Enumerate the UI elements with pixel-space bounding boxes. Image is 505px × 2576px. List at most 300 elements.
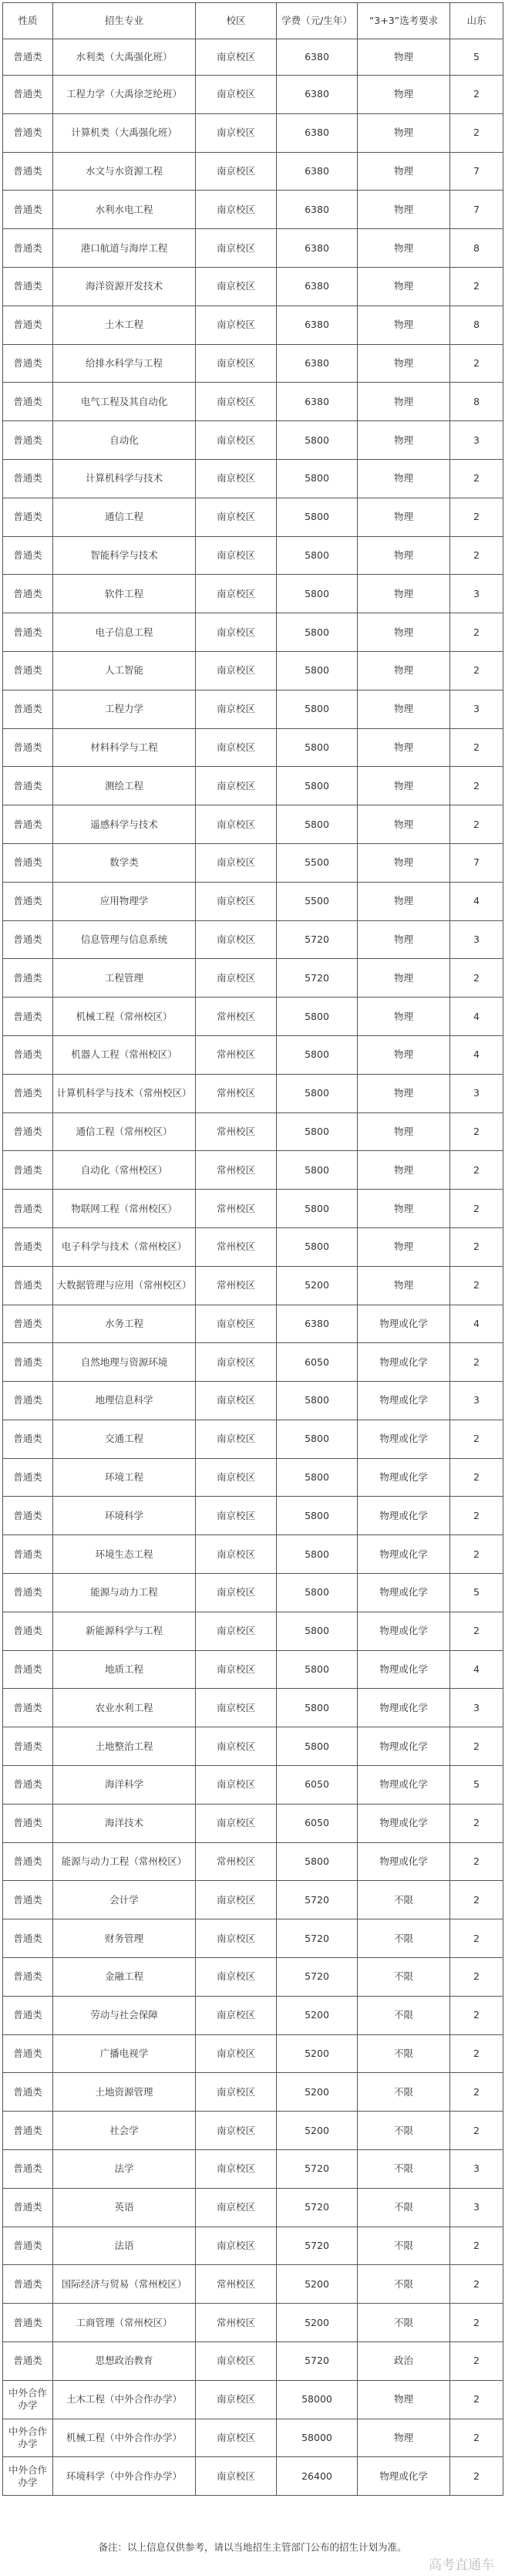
table-row [3, 1958, 503, 1997]
cell-requirement: 物理 [358, 1112, 450, 1151]
cell-campus: 常州校区 [196, 2304, 277, 2342]
cell-campus: 南京校区 [196, 1727, 277, 1766]
cell-requirement: 物理或化学 [358, 1420, 450, 1458]
cell-quota: 2 [450, 2419, 503, 2457]
cell-requirement: 不限 [358, 1996, 450, 2034]
cell-nature: 普通类 [3, 1842, 53, 1881]
cell-quota: 2 [450, 767, 503, 805]
cell-major: 海洋资源开发技术 [53, 267, 196, 306]
cell-tuition: 5800 [277, 1420, 358, 1458]
cell-requirement: 物理或化学 [358, 1766, 450, 1805]
table-row [3, 498, 503, 536]
cell-major: 土地资源管理 [53, 2073, 196, 2112]
cell-tuition: 5800 [277, 1035, 358, 1074]
cell-tuition: 5800 [277, 1842, 358, 1881]
table-row [3, 2380, 503, 2419]
table-row [3, 1420, 503, 1458]
cell-major: 环境生态工程 [53, 1535, 196, 1574]
cell-tuition: 5200 [277, 1996, 358, 2034]
cell-nature: 普通类 [3, 1497, 53, 1535]
cell-requirement: 物理 [358, 767, 450, 805]
cell-major: 软件工程 [53, 575, 196, 613]
cell-campus: 南京校区 [196, 2380, 277, 2419]
cell-quota: 2 [450, 1804, 503, 1842]
cell-requirement: 不限 [358, 2034, 450, 2073]
cell-tuition: 5720 [277, 959, 358, 998]
cell-campus: 南京校区 [196, 267, 277, 306]
cell-nature: 普通类 [3, 267, 53, 306]
cell-major: 工程力学（大禹徐芝纶班） [53, 76, 196, 114]
cell-nature: 普通类 [3, 1919, 53, 1958]
cell-tuition: 5800 [277, 1151, 358, 1190]
cell-campus: 常州校区 [196, 1842, 277, 1881]
cell-quota: 2 [450, 1420, 503, 1458]
cell-major: 智能科学与技术 [53, 536, 196, 575]
cell-requirement: 物理 [358, 536, 450, 575]
cell-requirement: 物理 [358, 998, 450, 1036]
cell-major: 大数据管理与应用（常州校区） [53, 1266, 196, 1305]
cell-nature: 普通类 [3, 920, 53, 959]
cell-major: 环境科学 [53, 1497, 196, 1535]
cell-nature: 普通类 [3, 651, 53, 690]
table-row [3, 998, 503, 1036]
table-row [3, 421, 503, 460]
cell-requirement: 物理 [358, 1074, 450, 1112]
cell-campus: 南京校区 [196, 2227, 277, 2265]
cell-campus: 南京校区 [196, 843, 277, 882]
cell-quota: 2 [450, 1227, 503, 1266]
cell-quota: 2 [450, 651, 503, 690]
cell-campus: 南京校区 [196, 421, 277, 460]
cell-tuition: 5500 [277, 843, 358, 882]
cell-requirement: 物理 [358, 39, 450, 76]
cell-major: 社会学 [53, 2112, 196, 2150]
cell-major: 能源与动力工程 [53, 1574, 196, 1612]
cell-nature: 普通类 [3, 1035, 53, 1074]
cell-campus: 南京校区 [196, 920, 277, 959]
cell-requirement: 物理 [358, 191, 450, 229]
cell-quota: 2 [450, 459, 503, 498]
cell-requirement: 物理 [358, 1190, 450, 1228]
cell-campus: 南京校区 [196, 2188, 277, 2227]
cell-tuition: 6380 [277, 113, 358, 152]
table-row [3, 1343, 503, 1382]
cell-tuition: 5800 [277, 998, 358, 1036]
cell-quota: 3 [450, 421, 503, 460]
cell-major: 应用物理学 [53, 882, 196, 920]
cell-quota: 2 [450, 2304, 503, 2342]
cell-nature: 普通类 [3, 1305, 53, 1343]
table-row [3, 267, 503, 306]
table-row [3, 39, 503, 76]
table-row [3, 613, 503, 652]
cell-nature: 普通类 [3, 843, 53, 882]
table-header-row [3, 3, 503, 39]
cell-campus: 南京校区 [196, 498, 277, 536]
cell-nature: 普通类 [3, 1227, 53, 1266]
cell-quota: 2 [450, 2457, 503, 2496]
cell-major: 计算机科学与技术 [53, 459, 196, 498]
cell-campus: 南京校区 [196, 1804, 277, 1842]
table-row [3, 2227, 503, 2265]
cell-tuition: 5800 [277, 651, 358, 690]
cell-requirement: 物理或化学 [358, 2457, 450, 2496]
table-row [3, 1382, 503, 1420]
cell-quota: 2 [450, 1842, 503, 1881]
cell-quota: 4 [450, 1650, 503, 1689]
cell-nature: 中外合作办学 [3, 2419, 53, 2457]
cell-major: 金融工程 [53, 1958, 196, 1997]
table-row [3, 1766, 503, 1805]
cell-tuition: 6380 [277, 191, 358, 229]
cell-campus: 南京校区 [196, 651, 277, 690]
cell-quota: 2 [450, 1266, 503, 1305]
cell-nature: 普通类 [3, 728, 53, 767]
cell-tuition: 6380 [277, 76, 358, 114]
cell-quota: 2 [450, 1727, 503, 1766]
cell-campus: 南京校区 [196, 1612, 277, 1650]
cell-nature: 普通类 [3, 2227, 53, 2265]
cell-major: 测绘工程 [53, 767, 196, 805]
cell-campus: 南京校区 [196, 39, 277, 76]
cell-nature: 普通类 [3, 306, 53, 344]
cell-nature: 普通类 [3, 1689, 53, 1727]
cell-nature: 普通类 [3, 1958, 53, 1997]
cell-campus: 南京校区 [196, 1574, 277, 1612]
cell-quota: 2 [450, 113, 503, 152]
cell-quota: 7 [450, 152, 503, 191]
cell-major: 思想政治教育 [53, 2342, 196, 2381]
cell-quota: 7 [450, 843, 503, 882]
cell-major: 能源与动力工程（常州校区） [53, 1842, 196, 1881]
cell-tuition: 5720 [277, 2342, 358, 2381]
table-row [3, 1535, 503, 1574]
cell-quota: 2 [450, 805, 503, 844]
cell-campus: 南京校区 [196, 767, 277, 805]
cell-quota: 2 [450, 1919, 503, 1958]
cell-tuition: 5200 [277, 1266, 358, 1305]
cell-major: 国际经济与贸易（常州校区） [53, 2265, 196, 2304]
cell-nature: 普通类 [3, 767, 53, 805]
cell-tuition: 5800 [277, 1535, 358, 1574]
cell-major: 电气工程及其自动化 [53, 383, 196, 421]
table-row [3, 1497, 503, 1535]
cell-quota: 3 [450, 1074, 503, 1112]
table-row [3, 805, 503, 844]
cell-quota: 2 [450, 1535, 503, 1574]
table-row [3, 2188, 503, 2227]
cell-requirement: 物理或化学 [358, 1305, 450, 1343]
cell-major: 电子信息工程 [53, 613, 196, 652]
cell-major: 法学 [53, 2150, 196, 2189]
cell-tuition: 6050 [277, 1804, 358, 1842]
cell-major: 农业水利工程 [53, 1689, 196, 1727]
cell-quota: 2 [450, 613, 503, 652]
cell-requirement: 物理或化学 [358, 1804, 450, 1842]
cell-requirement: 不限 [358, 2304, 450, 2342]
cell-nature: 中外合作办学 [3, 2380, 53, 2419]
cell-major: 水文与水资源工程 [53, 152, 196, 191]
cell-major: 会计学 [53, 1881, 196, 1919]
cell-quota: 2 [450, 2227, 503, 2265]
cell-quota: 3 [450, 1382, 503, 1420]
cell-requirement: 不限 [358, 1881, 450, 1919]
cell-requirement: 物理 [358, 421, 450, 460]
cell-campus: 常州校区 [196, 1190, 277, 1228]
cell-campus: 南京校区 [196, 1689, 277, 1727]
cell-tuition: 5800 [277, 575, 358, 613]
cell-campus: 常州校区 [196, 1227, 277, 1266]
cell-quota: 2 [450, 1881, 503, 1919]
cell-nature: 普通类 [3, 1151, 53, 1190]
cell-campus: 南京校区 [196, 1497, 277, 1535]
table-row [3, 152, 503, 191]
cell-requirement: 不限 [358, 2150, 450, 2189]
cell-tuition: 6380 [277, 229, 358, 268]
cell-campus: 南京校区 [196, 805, 277, 844]
cell-requirement: 物理 [358, 113, 450, 152]
cell-campus: 南京校区 [196, 152, 277, 191]
cell-nature: 普通类 [3, 536, 53, 575]
cell-tuition: 5200 [277, 2112, 358, 2150]
cell-requirement: 物理 [358, 1227, 450, 1266]
cell-quota: 8 [450, 229, 503, 268]
cell-campus: 南京校区 [196, 76, 277, 114]
cell-campus: 南京校区 [196, 1881, 277, 1919]
cell-requirement: 物理 [358, 498, 450, 536]
cell-tuition: 5800 [277, 1689, 358, 1727]
table-row [3, 959, 503, 998]
cell-nature: 普通类 [3, 1612, 53, 1650]
cell-requirement: 不限 [358, 2073, 450, 2112]
cell-nature: 普通类 [3, 575, 53, 613]
cell-quota: 2 [450, 76, 503, 114]
cell-quota: 2 [450, 2073, 503, 2112]
cell-quota: 2 [450, 1190, 503, 1228]
cell-nature: 普通类 [3, 2342, 53, 2381]
cell-nature: 普通类 [3, 459, 53, 498]
cell-tuition: 26400 [277, 2457, 358, 2496]
cell-quota: 2 [450, 1343, 503, 1382]
cell-tuition: 6380 [277, 383, 358, 421]
table-row [3, 920, 503, 959]
cell-nature: 普通类 [3, 152, 53, 191]
cell-nature: 普通类 [3, 1190, 53, 1228]
cell-requirement: 物理或化学 [358, 1842, 450, 1881]
table-row [3, 1074, 503, 1112]
cell-nature: 普通类 [3, 113, 53, 152]
table-row [3, 76, 503, 114]
cell-campus: 南京校区 [196, 1458, 277, 1497]
cell-requirement: 物理 [358, 344, 450, 383]
cell-campus: 常州校区 [196, 2265, 277, 2304]
cell-major: 土木工程 [53, 306, 196, 344]
cell-tuition: 5800 [277, 1497, 358, 1535]
cell-major: 通信工程 [53, 498, 196, 536]
cell-requirement: 物理或化学 [358, 1535, 450, 1574]
cell-campus: 南京校区 [196, 2034, 277, 2073]
cell-quota: 5 [450, 1574, 503, 1612]
table-row [3, 1266, 503, 1305]
table-row [3, 191, 503, 229]
cell-campus: 南京校区 [196, 306, 277, 344]
cell-requirement: 物理 [358, 613, 450, 652]
cell-quota: 2 [450, 1612, 503, 1650]
cell-tuition: 5800 [277, 805, 358, 844]
table-row [3, 1612, 503, 1650]
cell-requirement: 物理 [358, 152, 450, 191]
cell-nature: 普通类 [3, 2265, 53, 2304]
cell-tuition: 5720 [277, 2227, 358, 2265]
cell-tuition: 6380 [277, 39, 358, 76]
table-row [3, 2150, 503, 2189]
cell-major: 财务管理 [53, 1919, 196, 1958]
cell-major: 交通工程 [53, 1420, 196, 1458]
cell-campus: 南京校区 [196, 229, 277, 268]
cell-major: 遥感科学与技术 [53, 805, 196, 844]
cell-quota: 3 [450, 1689, 503, 1727]
cell-requirement: 物理 [358, 575, 450, 613]
cell-nature: 普通类 [3, 998, 53, 1036]
cell-nature: 普通类 [3, 2188, 53, 2227]
cell-nature: 普通类 [3, 344, 53, 383]
cell-nature: 普通类 [3, 2304, 53, 2342]
cell-requirement: 不限 [358, 2112, 450, 2150]
cell-tuition: 5800 [277, 767, 358, 805]
cell-campus: 南京校区 [196, 1919, 277, 1958]
cell-tuition: 6380 [277, 344, 358, 383]
cell-requirement: 物理或化学 [358, 1574, 450, 1612]
cell-major: 计算机科学与技术（常州校区） [53, 1074, 196, 1112]
cell-campus: 南京校区 [196, 1535, 277, 1574]
table-body [3, 39, 503, 2496]
cell-major: 计算机类（大禹强化班） [53, 113, 196, 152]
cell-requirement: 物理 [358, 728, 450, 767]
cell-major: 自动化 [53, 421, 196, 460]
cell-quota: 2 [450, 959, 503, 998]
cell-quota: 2 [450, 1497, 503, 1535]
cell-requirement: 物理或化学 [358, 1458, 450, 1497]
header-campus: 校区 [196, 3, 277, 39]
cell-major: 机器人工程（常州校区） [53, 1035, 196, 1074]
cell-major: 水利类（大禹强化班） [53, 39, 196, 76]
cell-major: 海洋科学 [53, 1766, 196, 1805]
cell-major: 环境科学（中外合作办学） [53, 2457, 196, 2496]
cell-requirement: 物理 [358, 920, 450, 959]
table-row [3, 1035, 503, 1074]
cell-quota: 2 [450, 2265, 503, 2304]
table-row [3, 2265, 503, 2304]
table-row [3, 1689, 503, 1727]
cell-requirement: 物理 [358, 805, 450, 844]
cell-quota: 2 [450, 267, 503, 306]
table-row [3, 536, 503, 575]
cell-tuition: 5800 [277, 1382, 358, 1420]
table-row [3, 2304, 503, 2342]
cell-campus: 南京校区 [196, 1382, 277, 1420]
cell-quota: 2 [450, 536, 503, 575]
cell-major: 人工智能 [53, 651, 196, 690]
cell-tuition: 5800 [277, 459, 358, 498]
table-row [3, 1727, 503, 1766]
cell-tuition: 6380 [277, 152, 358, 191]
cell-requirement: 物理 [358, 1151, 450, 1190]
cell-campus: 常州校区 [196, 1266, 277, 1305]
cell-major: 广播电视学 [53, 2034, 196, 2073]
cell-nature: 普通类 [3, 1266, 53, 1305]
cell-major: 电子科学与技术（常州校区） [53, 1227, 196, 1266]
cell-requirement: 物理 [358, 459, 450, 498]
cell-nature: 普通类 [3, 1074, 53, 1112]
cell-quota: 4 [450, 1035, 503, 1074]
cell-tuition: 5720 [277, 1958, 358, 1997]
cell-tuition: 5720 [277, 1881, 358, 1919]
cell-requirement: 物理或化学 [358, 1612, 450, 1650]
cell-tuition: 5800 [277, 613, 358, 652]
cell-quota: 2 [450, 1996, 503, 2034]
cell-quota: 2 [450, 1958, 503, 1997]
table-row [3, 1919, 503, 1958]
cell-quota: 2 [450, 728, 503, 767]
cell-major: 环境工程 [53, 1458, 196, 1497]
table-row [3, 2073, 503, 2112]
cell-tuition: 5200 [277, 2034, 358, 2073]
cell-campus: 南京校区 [196, 959, 277, 998]
cell-campus: 南京校区 [196, 1958, 277, 1997]
table-row [3, 383, 503, 421]
cell-major: 通信工程（常州校区） [53, 1112, 196, 1151]
cell-major: 海洋技术 [53, 1804, 196, 1842]
cell-nature: 普通类 [3, 2073, 53, 2112]
cell-tuition: 5200 [277, 2304, 358, 2342]
cell-campus: 常州校区 [196, 1074, 277, 1112]
cell-campus: 南京校区 [196, 1766, 277, 1805]
cell-requirement: 不限 [358, 2227, 450, 2265]
cell-requirement: 物理或化学 [358, 1382, 450, 1420]
cell-campus: 南京校区 [196, 191, 277, 229]
table-row [3, 229, 503, 268]
cell-requirement: 物理 [358, 76, 450, 114]
admission-plan-table [2, 2, 503, 2496]
cell-nature: 普通类 [3, 882, 53, 920]
cell-tuition: 5800 [277, 1650, 358, 1689]
cell-requirement: 物理 [358, 1266, 450, 1305]
cell-tuition: 5800 [277, 1458, 358, 1497]
cell-major: 信息管理与信息系统 [53, 920, 196, 959]
cell-requirement: 物理或化学 [358, 1689, 450, 1727]
cell-quota: 3 [450, 920, 503, 959]
table-row [3, 1574, 503, 1612]
cell-major: 工程力学 [53, 690, 196, 728]
cell-tuition: 5500 [277, 882, 358, 920]
cell-requirement: 物理或化学 [358, 1650, 450, 1689]
cell-major: 工商管理（常州校区） [53, 2304, 196, 2342]
cell-quota: 2 [450, 498, 503, 536]
header-nature: 性质 [3, 3, 53, 39]
table-row [3, 843, 503, 882]
cell-nature: 普通类 [3, 1650, 53, 1689]
cell-campus: 常州校区 [196, 998, 277, 1036]
cell-campus: 南京校区 [196, 536, 277, 575]
cell-quota: 2 [450, 1112, 503, 1151]
cell-major: 工程管理 [53, 959, 196, 998]
cell-quota: 3 [450, 2188, 503, 2227]
cell-campus: 南京校区 [196, 1996, 277, 2034]
cell-major: 水利水电工程 [53, 191, 196, 229]
cell-requirement: 物理或化学 [358, 1497, 450, 1535]
cell-quota: 7 [450, 191, 503, 229]
table-row [3, 2034, 503, 2073]
